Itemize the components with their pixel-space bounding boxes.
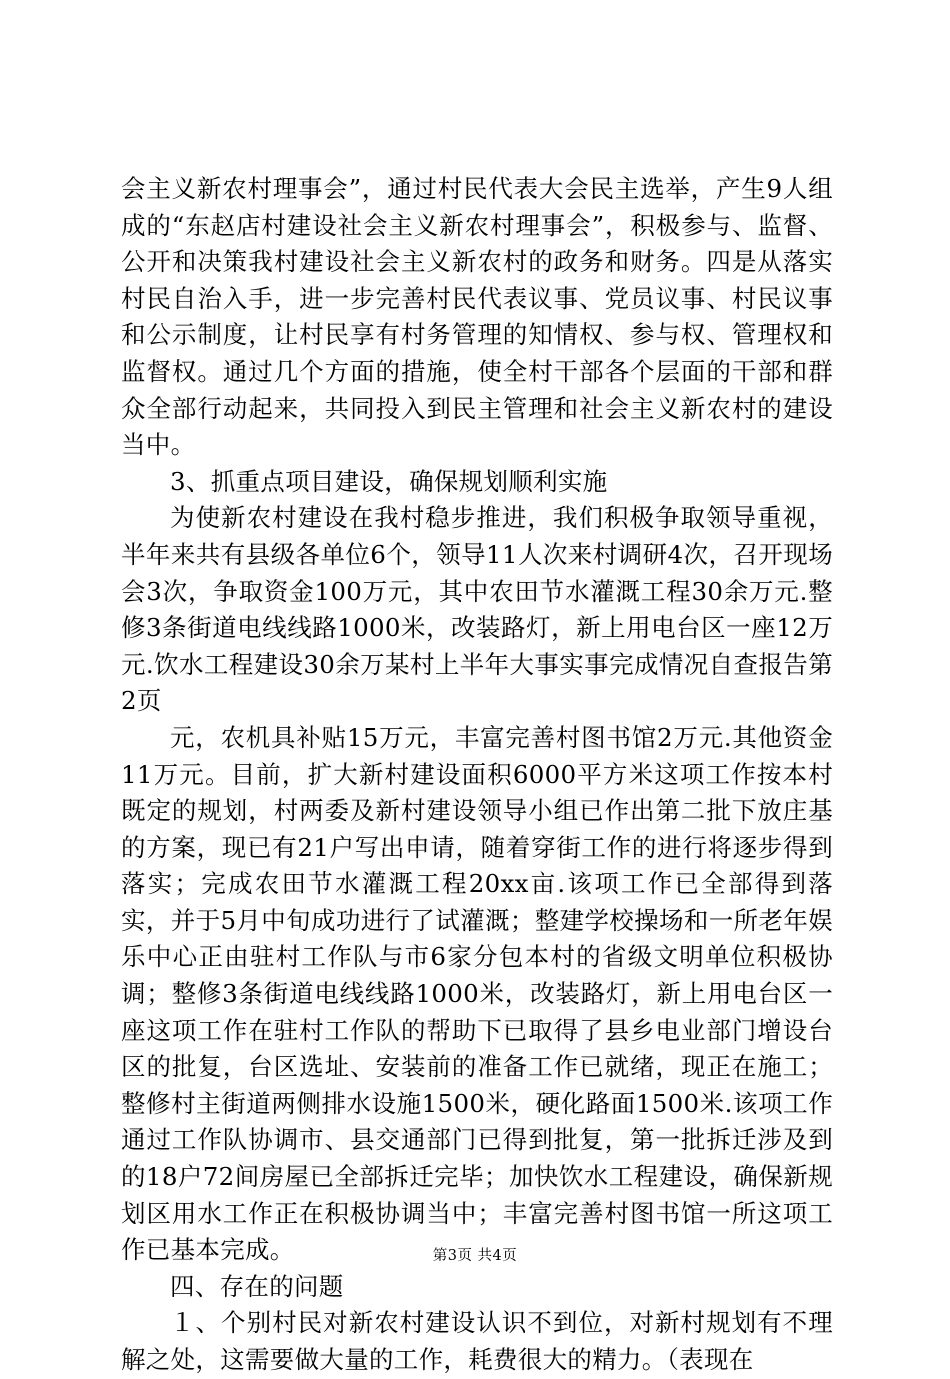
section-heading-problems: 四、存在的问题: [170, 1271, 344, 1301]
paragraph-council-continuation: 会主义新农村理事会”，通过村民代表大会民主选举，产生9人组成的“东赵店村建设社会主义新农村理事会”，积极参与、监督、公开和决策我村建设社会主义新农村的政务和财务。四是从落实村民自治入手，进一步完善村民代表议事、党员议事、村民议事和公示制度，让村民享有村务管理的知情权、参与权、管理权和监督权。通过几个方面的措施，使全村干部各个层面的干部和群众全部行动起来，共同投入到民主管理和社会主义新农村的建设当中。: [121, 174, 833, 460]
paragraph-progress: 元，农机具补贴15万元，丰富完善村图书馆2万元.其他资金11万元。目前，扩大新村建设面积6000平方米这项工作按本村既定的规划，村两委及新村建设领导小组已作出第二批下放庄基的方案，现已有21户写出申请，随着穿街工作的进行将逐步得到落实；完成农田节水灌溉工程20xx亩.该项工作已全部得到落实，并于5月中旬成功进行了试灌溉；整建学校操场和一所老年娱乐中心正由驻村工作队与市6家分包本村的省级文明单位积极协调；整修3条街道电线线路1000米，改装路灯，新上用电台区一座这项工作在驻村工作队的帮助下已取得了县乡电业部门增设台区的批复，台区选址、安装前的准备工作已就绪，现正在施工；整修村主街道两侧排水设施1500米，硬化路面1500米.该项工作通过工作队协调市、县交通部门已得到批复，第一批拆迁涉及到的18户72间房屋已全部拆迁完毕；加快饮水工程建设，确保新规划区用水工作正在积极协调当中；丰富完善村图书馆一所这项工作已基本完成。: [121, 722, 833, 1265]
section-heading-key-projects: 3、抓重点项目建设，确保规划顺利实施: [170, 466, 608, 496]
paragraph-problem-one: １、个别村民对新农村建设认识不到位，对新村规划有不理解之处，这需要做大量的工作，耗费很大的精力。（表现在: [121, 1308, 833, 1374]
document-body: [121, 171, 833, 1379]
paragraph-funding: 为使新农村建设在我村稳步推进，我们积极争取领导重视，半年来共有县级各单位6个，领导11人次来村调研4次，召开现场会3次，争取资金100万元，其中农田节水灌溉工程30余万元.整修3条街道电线线路1000米，改装路灯，新上用电台区一座12万元.饮水工程建设30余万某村上半年大事实事完成情况自查报告第2页: [121, 503, 833, 716]
page-footer: 第3页 共4页: [432, 1248, 518, 1264]
